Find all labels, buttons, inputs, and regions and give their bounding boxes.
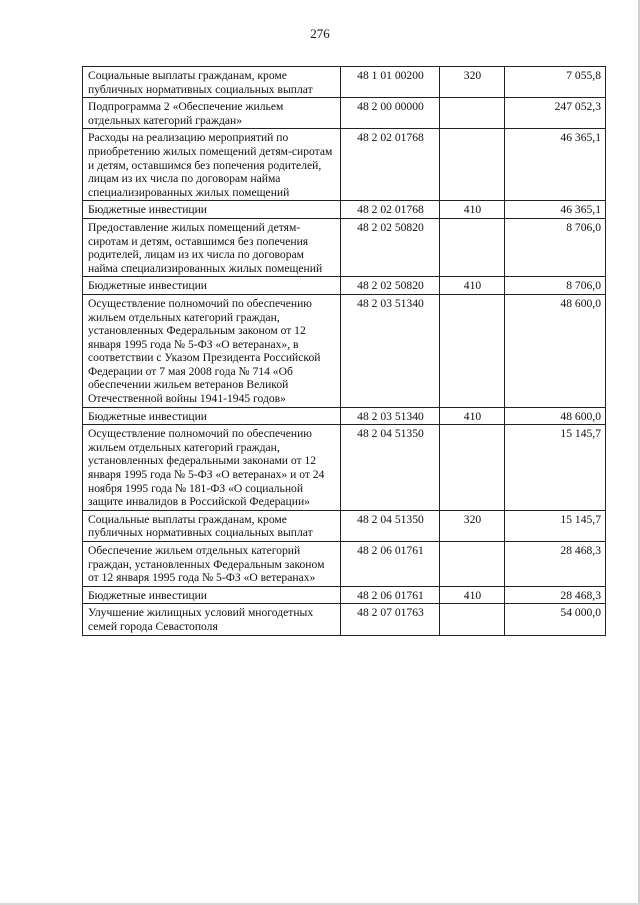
row-name: Обеспечение жильем отдельных категорий граждан, установленных Федеральным законом от 12 января 1995 года № 5-ФЗ «О ветеранах» — [83, 542, 341, 587]
row-name: Улучшение жилищных условий многодетных семей города Севастополя — [83, 604, 341, 635]
row-sum: 48 600,0 — [505, 407, 606, 425]
row-name: Осуществление полномочий по обеспечению жильем отдельных категорий граждан, установленных Федеральным законом от 12 января 1995 года № 5-ФЗ «О ветеранах», в соответствии с Указом Президента Российской Федерации от 7 мая 2008 года № 714 «Об обеспечении жильем ветеранов Великой Отечественной войны 1941-1945 годов» — [83, 294, 341, 407]
row-type — [440, 294, 505, 407]
table-row — [83, 407, 606, 425]
table-row — [83, 604, 606, 635]
row-name: Социальные выплаты гражданам, кроме публичных нормативных социальных выплат — [83, 67, 341, 98]
row-type — [440, 542, 505, 587]
page-number: 276 — [310, 26, 330, 41]
row-type — [440, 129, 505, 201]
row-name: Социальные выплаты гражданам, кроме публичных нормативных социальных выплат — [83, 510, 341, 541]
row-type — [440, 425, 505, 511]
row-type: 320 — [440, 67, 505, 98]
row-type — [440, 604, 505, 635]
row-sum: 15 145,7 — [505, 425, 606, 511]
table-row — [83, 542, 606, 587]
row-name: Бюджетные инвестиции — [83, 407, 341, 425]
row-code: 48 2 03 51340 — [341, 294, 440, 407]
row-code: 48 2 07 01763 — [341, 604, 440, 635]
row-sum: 8 706,0 — [505, 218, 606, 276]
row-name: Предоставление жилых помещений детям-сиротам и детям, оставшимся без попечения родителей, лицам из их числа по договорам найма специализированных жилых помещений — [83, 218, 341, 276]
row-sum: 7 055,8 — [505, 67, 606, 98]
row-type: 410 — [440, 201, 505, 219]
row-type: 410 — [440, 277, 505, 295]
row-name: Осуществление полномочий по обеспечению жильем отдельных категорий граждан, установленных федеральными законами от 12 января 1995 года № 5-ФЗ «О ветеранах» и от 24 ноября 1995 года № 181-ФЗ «О социальной защите инвалидов в Российской Федерации» — [83, 425, 341, 511]
row-code: 48 1 01 00200 — [341, 67, 440, 98]
table-row — [83, 98, 606, 129]
row-code: 48 2 02 50820 — [341, 277, 440, 295]
table-row — [83, 218, 606, 276]
row-name: Бюджетные инвестиции — [83, 586, 341, 604]
table-row — [83, 277, 606, 295]
row-name: Бюджетные инвестиции — [83, 277, 341, 295]
row-code: 48 2 02 01768 — [341, 201, 440, 219]
budget-table — [82, 66, 606, 636]
table-row — [83, 201, 606, 219]
row-sum: 247 052,3 — [505, 98, 606, 129]
row-sum: 28 468,3 — [505, 542, 606, 587]
row-code: 48 2 04 51350 — [341, 510, 440, 541]
row-type: 410 — [440, 586, 505, 604]
table-row — [83, 510, 606, 541]
row-code: 48 2 06 01761 — [341, 542, 440, 587]
row-type: 410 — [440, 407, 505, 425]
row-sum: 8 706,0 — [505, 277, 606, 295]
row-sum: 46 365,1 — [505, 129, 606, 201]
table-row — [83, 586, 606, 604]
row-code: 48 2 00 00000 — [341, 98, 440, 129]
row-name: Расходы на реализацию мероприятий по приобретению жилых помещений детям-сиротам и детям, оставшимся без попечения родителей, лицам из их числа по договорам найма специализированных жилых помещений — [83, 129, 341, 201]
row-name: Бюджетные инвестиции — [83, 201, 341, 219]
table-row — [83, 425, 606, 511]
row-sum: 48 600,0 — [505, 294, 606, 407]
row-type: 320 — [440, 510, 505, 541]
row-sum: 54 000,0 — [505, 604, 606, 635]
table-row — [83, 129, 606, 201]
row-sum: 28 468,3 — [505, 586, 606, 604]
row-code: 48 2 02 01768 — [341, 129, 440, 201]
table-row — [83, 294, 606, 407]
row-code: 48 2 06 01761 — [341, 586, 440, 604]
row-sum: 46 365,1 — [505, 201, 606, 219]
row-type — [440, 218, 505, 276]
row-code: 48 2 02 50820 — [341, 218, 440, 276]
row-type — [440, 98, 505, 129]
row-name: Подпрограмма 2 «Обеспечение жильем отдельных категорий граждан» — [83, 98, 341, 129]
row-code: 48 2 04 51350 — [341, 425, 440, 511]
row-sum: 15 145,7 — [505, 510, 606, 541]
row-code: 48 2 03 51340 — [341, 407, 440, 425]
table-row — [83, 67, 606, 98]
